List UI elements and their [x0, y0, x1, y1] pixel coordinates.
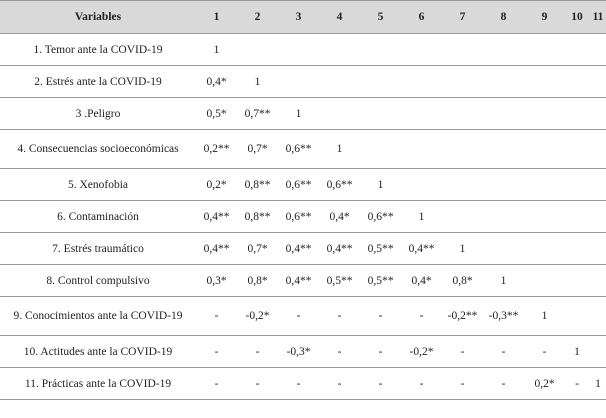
correlation-cell: 1: [360, 169, 401, 201]
correlation-cell: -0,3**: [483, 297, 524, 336]
table-row: [0, 98, 606, 130]
correlation-cell: [524, 201, 565, 233]
correlation-cell: 1: [565, 336, 589, 368]
row-variable-label: 1. Temor ante la COVID-19: [0, 34, 196, 66]
column-header-variables: Variables: [0, 1, 196, 34]
correlation-cell: 0,4**: [278, 265, 319, 297]
table-row: [0, 34, 606, 66]
correlation-cell: [524, 169, 565, 201]
correlation-cell: [565, 297, 589, 336]
correlation-cell: 1: [589, 368, 606, 400]
correlation-cell: [483, 66, 524, 98]
correlation-cell: 0,8**: [237, 201, 278, 233]
correlation-cell: -: [565, 368, 589, 400]
correlation-cell: 0,2*: [524, 368, 565, 400]
correlation-cell: 0,8*: [442, 265, 483, 297]
correlation-cell: -: [278, 368, 319, 400]
correlation-cell: [565, 34, 589, 66]
table-row: [0, 368, 606, 400]
correlation-cell: [319, 34, 360, 66]
correlation-cell: [360, 98, 401, 130]
correlation-cell: [565, 265, 589, 297]
correlation-cell: [278, 66, 319, 98]
correlation-cell: 0,4*: [196, 66, 237, 98]
correlation-cell: [483, 98, 524, 130]
row-variable-label: 3 .Peligro: [0, 98, 196, 130]
correlation-cell: -: [319, 368, 360, 400]
correlation-cell: -0,2**: [442, 297, 483, 336]
correlation-cell: -: [196, 336, 237, 368]
column-header-11: 11: [589, 1, 606, 34]
correlation-cell: -: [483, 368, 524, 400]
correlation-cell: 0,8*: [237, 265, 278, 297]
correlation-cell: [524, 130, 565, 169]
correlation-cell: 0,4**: [319, 233, 360, 265]
table-row: [0, 201, 606, 233]
correlation-cell: 0,7*: [237, 233, 278, 265]
correlation-cell: [360, 66, 401, 98]
correlation-cell: [442, 34, 483, 66]
correlation-cell: [589, 98, 606, 130]
column-header-8: 8: [483, 1, 524, 34]
correlation-cell: [237, 34, 278, 66]
column-header-6: 6: [401, 1, 442, 34]
row-variable-label: 8. Control compulsivo: [0, 265, 196, 297]
correlation-cell: [589, 34, 606, 66]
row-variable-label: 5. Xenofobia: [0, 169, 196, 201]
correlation-cell: [278, 34, 319, 66]
column-header-3: 3: [278, 1, 319, 34]
correlation-cell: [360, 34, 401, 66]
row-variable-label: 4. Consecuencias socioeconómicas: [0, 130, 196, 169]
correlation-cell: 0,2**: [196, 130, 237, 169]
correlation-cell: -0,3*: [278, 336, 319, 368]
column-header-1: 1: [196, 1, 237, 34]
column-header-2: 2: [237, 1, 278, 34]
correlation-cell: 0,6**: [278, 169, 319, 201]
correlation-cell: [483, 169, 524, 201]
correlation-cell: -: [401, 368, 442, 400]
correlation-cell: 0,4**: [196, 201, 237, 233]
correlation-cell: [483, 201, 524, 233]
correlation-cell: 1: [401, 201, 442, 233]
correlation-cell: [589, 233, 606, 265]
column-header-10: 10: [565, 1, 589, 34]
correlation-cell: [589, 336, 606, 368]
correlation-cell: [319, 66, 360, 98]
correlation-cell: [401, 98, 442, 130]
correlation-cell: [483, 130, 524, 169]
correlation-cell: [589, 66, 606, 98]
row-variable-label: 2. Estrés ante la COVID-19: [0, 66, 196, 98]
correlation-cell: [401, 66, 442, 98]
correlation-cell: [442, 169, 483, 201]
correlation-cell: 0,5*: [196, 98, 237, 130]
correlation-cell: 0,4**: [278, 233, 319, 265]
correlation-cell: -0,2*: [401, 336, 442, 368]
column-header-5: 5: [360, 1, 401, 34]
correlation-cell: 1: [442, 233, 483, 265]
correlation-cell: 1: [237, 66, 278, 98]
table-row: [0, 66, 606, 98]
correlation-cell: 0,4*: [401, 265, 442, 297]
correlation-cell: [565, 201, 589, 233]
table-row: [0, 169, 606, 201]
correlation-cell: 0,5**: [319, 265, 360, 297]
column-header-9: 9: [524, 1, 565, 34]
correlation-cell: [565, 233, 589, 265]
correlation-cell: [401, 130, 442, 169]
correlation-cell: [442, 66, 483, 98]
correlation-cell: 0,4*: [319, 201, 360, 233]
correlation-cell: [565, 98, 589, 130]
correlation-cell: 1: [524, 297, 565, 336]
correlation-cell: -: [360, 297, 401, 336]
correlation-cell: -: [278, 297, 319, 336]
correlation-cell: -: [483, 336, 524, 368]
correlation-cell: [589, 297, 606, 336]
column-header-4: 4: [319, 1, 360, 34]
correlation-cell: 1: [483, 265, 524, 297]
correlation-cell: -: [360, 336, 401, 368]
correlation-cell: [589, 169, 606, 201]
correlation-cell: [589, 130, 606, 169]
table-row: [0, 336, 606, 368]
row-variable-label: 9. Conocimientos ante la COVID-19: [0, 297, 196, 336]
header-row: [0, 1, 606, 34]
correlation-cell: -: [196, 297, 237, 336]
correlation-cell: [360, 130, 401, 169]
correlation-cell: [565, 169, 589, 201]
correlation-cell: [565, 130, 589, 169]
correlation-cell: [401, 169, 442, 201]
table-body: [0, 34, 606, 400]
correlation-cell: [524, 265, 565, 297]
correlation-cell: -: [237, 368, 278, 400]
correlation-cell: [524, 233, 565, 265]
correlation-cell: [401, 34, 442, 66]
correlation-cell: [589, 201, 606, 233]
correlation-cell: [442, 201, 483, 233]
correlation-cell: -: [319, 336, 360, 368]
table-row: [0, 265, 606, 297]
correlation-cell: -: [524, 336, 565, 368]
correlation-cell: 0,2*: [196, 169, 237, 201]
correlation-cell: [524, 34, 565, 66]
correlation-cell: [589, 265, 606, 297]
correlation-cell: [483, 34, 524, 66]
row-variable-label: 6. Contaminación: [0, 201, 196, 233]
correlation-cell: 1: [278, 98, 319, 130]
correlation-cell: [483, 233, 524, 265]
correlation-cell: 1: [319, 130, 360, 169]
correlation-cell: 0,3*: [196, 265, 237, 297]
table-row: [0, 233, 606, 265]
correlation-cell: -: [360, 368, 401, 400]
correlation-cell: 0,6**: [278, 130, 319, 169]
correlation-cell: 0,7**: [237, 98, 278, 130]
table-row: [0, 130, 606, 169]
correlation-cell: -: [237, 336, 278, 368]
table-row: [0, 297, 606, 336]
column-header-7: 7: [442, 1, 483, 34]
correlation-cell: [524, 98, 565, 130]
correlation-cell: [524, 66, 565, 98]
row-variable-label: 7. Estrés traumático: [0, 233, 196, 265]
correlation-cell: 0,4**: [196, 233, 237, 265]
correlation-cell: [319, 98, 360, 130]
correlation-cell: -: [196, 368, 237, 400]
correlation-cell: 0,8**: [237, 169, 278, 201]
correlation-cell: 0,6**: [360, 201, 401, 233]
correlation-cell: 0,5**: [360, 265, 401, 297]
correlation-cell: 0,5**: [360, 233, 401, 265]
correlation-cell: -: [442, 336, 483, 368]
correlation-cell: [442, 130, 483, 169]
correlation-cell: 0,4**: [401, 233, 442, 265]
row-variable-label: 11. Prácticas ante la COVID-19: [0, 368, 196, 400]
correlation-cell: 0,6**: [278, 201, 319, 233]
correlation-cell: -: [401, 297, 442, 336]
correlation-cell: 0,7*: [237, 130, 278, 169]
correlation-cell: 0,6**: [319, 169, 360, 201]
correlation-cell: -0,2*: [237, 297, 278, 336]
correlation-cell: [442, 98, 483, 130]
correlation-cell: [565, 66, 589, 98]
correlation-cell: 1: [196, 34, 237, 66]
correlation-cell: -: [442, 368, 483, 400]
row-variable-label: 10. Actitudes ante la COVID-19: [0, 336, 196, 368]
correlation-cell: -: [319, 297, 360, 336]
